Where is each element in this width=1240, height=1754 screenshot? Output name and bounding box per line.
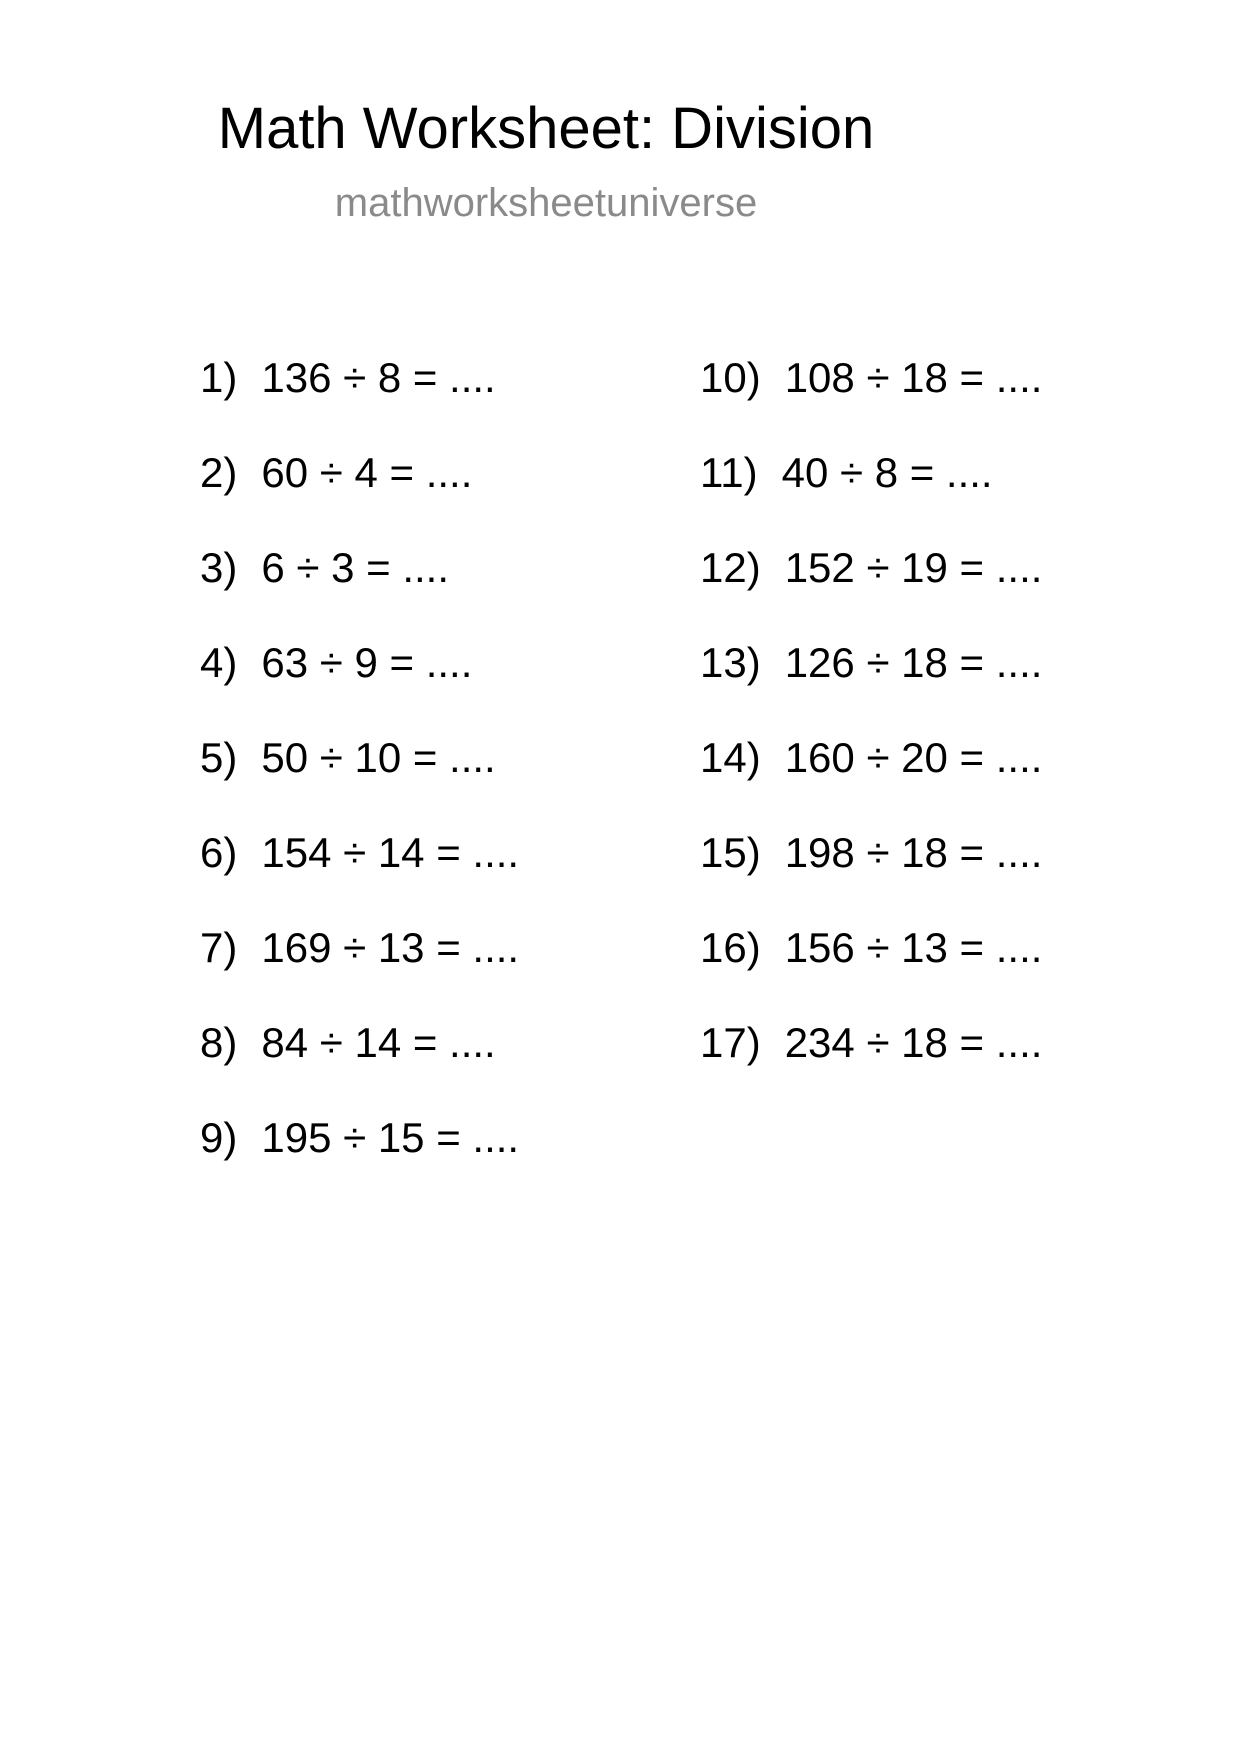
problem-number: 12) xyxy=(700,544,761,591)
problem-expression: 50 ÷ 10 = .... xyxy=(261,734,496,781)
problem-number: 1) xyxy=(200,354,238,401)
problem-expression: 108 ÷ 18 = .... xyxy=(784,354,1043,401)
problem-1 xyxy=(200,348,760,443)
problem-14 xyxy=(700,728,1240,823)
problem-expression: 154 ÷ 14 = .... xyxy=(261,829,520,876)
problem-4 xyxy=(200,633,760,728)
problem-expression: 136 ÷ 8 = .... xyxy=(261,354,496,401)
problem-15 xyxy=(700,823,1240,918)
problem-3 xyxy=(200,538,760,633)
problem-expression: 60 ÷ 4 = .... xyxy=(261,449,473,496)
problem-6 xyxy=(200,823,760,918)
problem-number: 6) xyxy=(200,829,238,876)
problem-column-left xyxy=(200,348,760,1203)
problem-expression: 156 ÷ 13 = .... xyxy=(784,924,1043,971)
worksheet-header xyxy=(0,96,1240,227)
problem-expression: 6 ÷ 3 = .... xyxy=(261,544,450,591)
problem-expression: 152 ÷ 19 = .... xyxy=(784,544,1043,591)
problem-expression: 195 ÷ 15 = .... xyxy=(261,1114,520,1161)
problem-number: 7) xyxy=(200,924,238,971)
problem-column-right xyxy=(700,348,1240,1108)
problem-expression: 169 ÷ 13 = .... xyxy=(261,924,520,971)
problem-number: 8) xyxy=(200,1019,238,1066)
problem-16 xyxy=(700,918,1240,1013)
problem-expression: 126 ÷ 18 = .... xyxy=(784,639,1043,686)
problem-expression: 84 ÷ 14 = .... xyxy=(261,1019,496,1066)
problem-number: 9) xyxy=(200,1114,238,1161)
page-title: Math Worksheet: Division xyxy=(217,96,875,161)
problem-expression: 40 ÷ 8 = .... xyxy=(781,449,993,496)
problem-number: 3) xyxy=(200,544,238,591)
problem-number: 2) xyxy=(200,449,238,496)
problem-9 xyxy=(200,1108,760,1203)
problem-17 xyxy=(700,1013,1240,1108)
problem-number: 10) xyxy=(700,354,761,401)
page-subtitle: mathworksheetuniverse xyxy=(334,180,758,225)
problem-expression: 234 ÷ 18 = .... xyxy=(784,1019,1043,1066)
problem-11 xyxy=(700,443,1240,538)
problem-expression: 198 ÷ 18 = .... xyxy=(784,829,1043,876)
problem-7 xyxy=(200,918,760,1013)
problem-expression: 63 ÷ 9 = .... xyxy=(261,639,473,686)
problem-number: 5) xyxy=(200,734,238,781)
problem-number: 11) xyxy=(700,449,758,496)
problem-number: 4) xyxy=(200,639,238,686)
problem-10 xyxy=(700,348,1240,443)
problem-13 xyxy=(700,633,1240,728)
problem-12 xyxy=(700,538,1240,633)
problem-number: 17) xyxy=(700,1019,761,1066)
problem-number: 15) xyxy=(700,829,761,876)
problem-number: 13) xyxy=(700,639,761,686)
problem-expression: 160 ÷ 20 = .... xyxy=(784,734,1043,781)
problem-number: 16) xyxy=(700,924,761,971)
problem-2 xyxy=(200,443,760,538)
problem-8 xyxy=(200,1013,760,1108)
problem-number: 14) xyxy=(700,734,761,781)
problem-5 xyxy=(200,728,760,823)
